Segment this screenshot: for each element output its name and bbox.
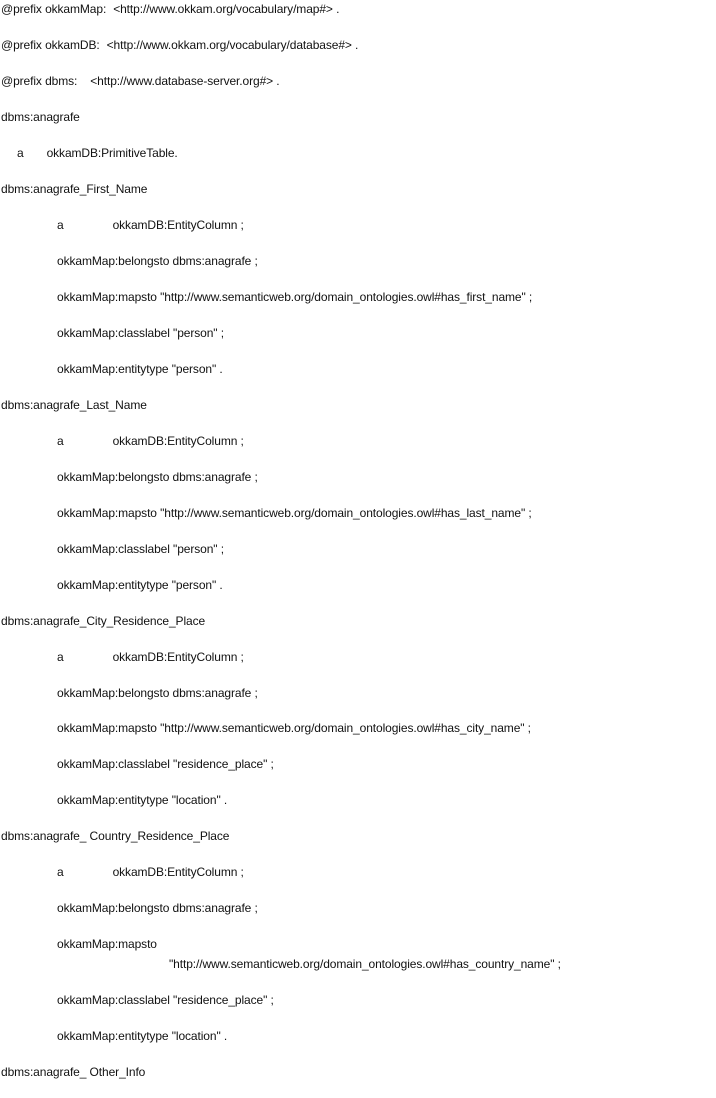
prefix-line-okkammap	[1, 1, 339, 17]
column-type-object: okkamDB:EntityColumn ;	[112, 218, 244, 232]
column-entitytype: okkamMap:entitytype "person" .	[57, 362, 223, 376]
prefix-keyword: @prefix	[1, 2, 42, 16]
column-subject: dbms:anagrafe_ Country_Residence_Place	[1, 829, 230, 843]
prefix-uri: <http://www.okkam.org/vocabulary/map#> .	[113, 2, 340, 16]
column-subject: dbms:anagrafe_Last_Name	[1, 398, 147, 412]
prefix-uri: <http://www.database-server.org#> .	[90, 74, 280, 88]
column-belongsto: okkamMap:belongsto dbms:anagrafe ;	[57, 254, 258, 268]
column-belongsto: okkamMap:belongsto dbms:anagrafe ;	[57, 470, 258, 484]
column-subject: dbms:anagrafe_First_Name	[1, 182, 148, 196]
column-classlabel: okkamMap:classlabel "person" ;	[57, 542, 224, 556]
column-belongsto: okkamMap:belongsto dbms:anagrafe ;	[57, 686, 258, 700]
table-type-predicate: a	[17, 146, 24, 160]
column-entitytype: okkamMap:entitytype "person" .	[57, 578, 223, 592]
column-subject: dbms:anagrafe_City_Residence_Place	[1, 614, 206, 628]
prefix-name: okkamMap:	[45, 2, 107, 16]
prefix-name: dbms:	[45, 74, 78, 88]
column-type-line	[57, 217, 244, 233]
column-entitytype: okkamMap:entitytype "location" .	[57, 1029, 228, 1043]
column-mapsto: okkamMap:mapsto "http://www.semanticweb.org/domain_ontologies.owl#has_last_name" ;	[57, 506, 532, 520]
table-subject: dbms:anagrafe	[1, 110, 80, 124]
prefix-line-okkamdb	[1, 37, 358, 53]
column-mapsto-predicate: okkamMap:mapsto	[57, 937, 157, 951]
prefix-keyword: @prefix	[1, 38, 42, 52]
table-type-object: okkamDB:PrimitiveTable.	[46, 146, 178, 160]
column-classlabel: okkamMap:classlabel "residence_place" ;	[57, 757, 274, 771]
column-type-object: okkamDB:EntityColumn ;	[112, 434, 244, 448]
column-entitytype: okkamMap:entitytype "location" .	[57, 793, 228, 807]
column-belongsto: okkamMap:belongsto dbms:anagrafe ;	[57, 901, 258, 915]
column-mapsto-object: "http://www.semanticweb.org/domain_ontologies.owl#has_country_name" ;	[169, 957, 561, 971]
prefix-keyword: @prefix	[1, 74, 42, 88]
prefix-uri: <http://www.okkam.org/vocabulary/database#> .	[106, 38, 359, 52]
column-type-predicate: a	[57, 434, 64, 448]
column-type-predicate: a	[57, 865, 64, 879]
column-type-object: okkamDB:EntityColumn ;	[112, 650, 244, 664]
column-type-line	[57, 864, 244, 880]
column-type-predicate: a	[57, 218, 64, 232]
prefix-line-dbms	[1, 73, 280, 89]
column-classlabel: okkamMap:classlabel "person" ;	[57, 326, 224, 340]
table-type-line	[17, 145, 178, 161]
column-mapsto: okkamMap:mapsto "http://www.semanticweb.org/domain_ontologies.owl#has_first_name" ;	[57, 290, 533, 304]
column-classlabel: okkamMap:classlabel "residence_place" ;	[57, 993, 274, 1007]
column-type-line	[57, 649, 244, 665]
column-type-line	[57, 433, 244, 449]
column-type-object: okkamDB:EntityColumn ;	[112, 865, 244, 879]
prefix-name: okkamDB:	[45, 38, 100, 52]
column-subject: dbms:anagrafe_ Other_Info	[1, 1065, 146, 1079]
column-type-predicate: a	[57, 650, 64, 664]
column-mapsto: okkamMap:mapsto "http://www.semanticweb.org/domain_ontologies.owl#has_city_name" ;	[57, 721, 531, 735]
